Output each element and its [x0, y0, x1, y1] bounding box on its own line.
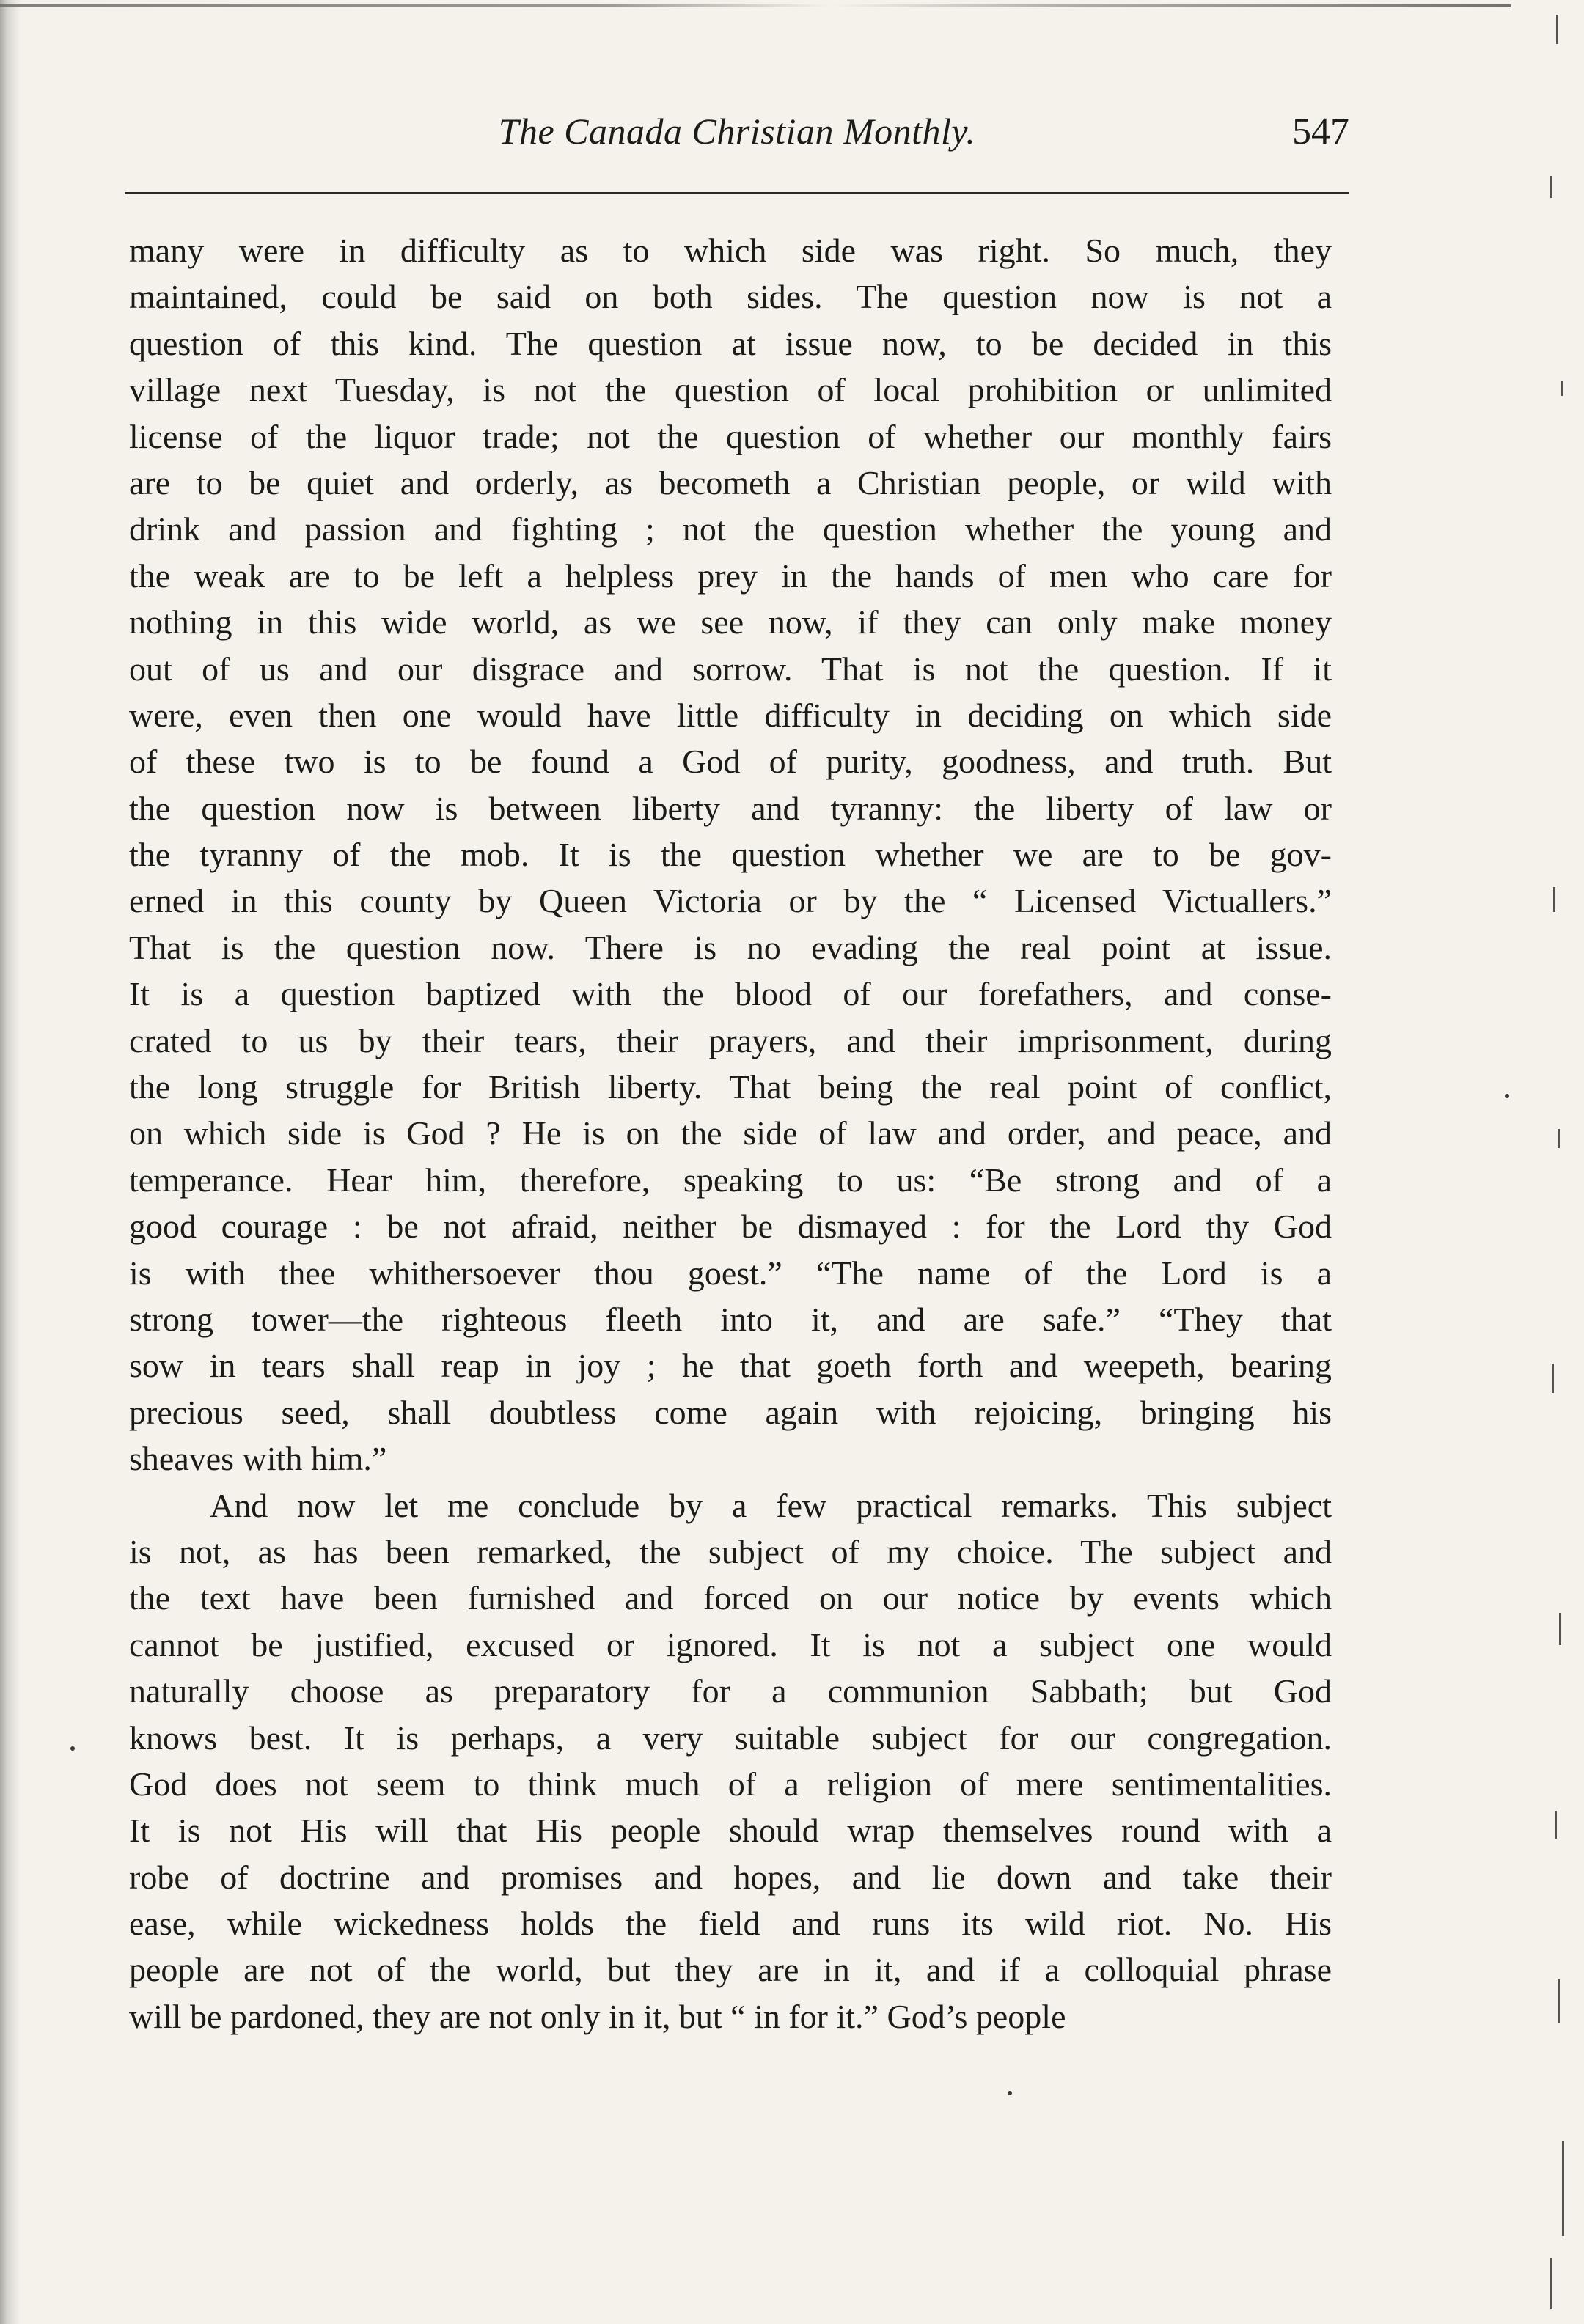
body-text [129, 227, 1332, 2040]
text-line: are to be quiet and orderly, as becometh a Christian people, or wild with [129, 463, 1332, 501]
text-line: temperance. Hear him, therefore, speaking to us: “Be strong and of a [129, 1161, 1332, 1199]
text-line: ease, while wickedness holds the field and runs its wild riot. No. His [129, 1905, 1332, 1943]
text-line: the long struggle for British liberty. That being the real point of conflict, [129, 1068, 1332, 1106]
text-line: of these two is to be found a God of purity, goodness, and truth. But [129, 743, 1332, 781]
text-line: drink and passion and fighting ; not the question whether the young and [129, 510, 1332, 548]
running-head: The Canada Christian Monthly. [498, 111, 976, 152]
text-line: And now let me conclude by a few practical remarks. This subject [210, 1486, 1332, 1524]
text-line: good courage : be not afraid, neither be dismayed : for the Lord thy God [129, 1207, 1332, 1246]
page-top-edge [0, 4, 1511, 7]
text-line: were, even then one would have little difficulty in deciding on which side [129, 696, 1332, 734]
text-line: nothing in this wide world, as we see now, if they can only make money [129, 603, 1332, 641]
text-line: It is not His will that His people should wrap themselves round with a [129, 1812, 1332, 1850]
speck [1008, 2091, 1012, 2095]
text-line: cannot be justified, excused or ignored. It is not a subject one would [129, 1625, 1332, 1663]
text-line: is not, as has been remarked, the subject of my choice. The subject and [129, 1532, 1332, 1570]
text-line: sheaves with him.” [129, 1440, 387, 1478]
text-line: the weak are to be left a helpless prey in the hands of men who care for [129, 556, 1332, 595]
text-line: many were in difficulty as to which side was right. So much, they [129, 232, 1332, 269]
text-line: It is a question baptized with the blood of our forefathers, and conse- [129, 975, 1332, 1013]
paragraph [129, 1482, 1332, 2040]
text-line: God does not seem to think much of a religion of mere sentimentalities. [129, 1765, 1332, 1803]
speck [1505, 1094, 1509, 1098]
text-line: crated to us by their tears, their prayers, and their imprisonment, during [129, 1021, 1332, 1059]
text-line: out of us and our disgrace and sorrow. That is not the question. If it [129, 650, 1332, 688]
page-right-edge-marks [1540, 0, 1584, 2324]
text-line: That is the question now. There is no evading the real point at issue. [129, 928, 1332, 966]
text-line: sow in tears shall reap in joy ; he that goeth forth and weepeth, bearing [129, 1347, 1332, 1385]
text-line: the question now is between liberty and tyranny: the liberty of law or [129, 789, 1332, 827]
page-header [125, 110, 1349, 169]
text-line: erned in this county by Queen Victoria or by the “ Licensed Victuallers.” [129, 882, 1332, 920]
page-binding-shadow [0, 0, 21, 2324]
text-line: the text have been furnished and forced on our notice by events which [129, 1579, 1332, 1617]
header-rule [125, 192, 1349, 194]
text-line: on which side is God ? He is on the side of law and order, and peace, and [129, 1114, 1332, 1152]
text-line: strong tower—the righteous fleeth into it, and are safe.” “They that [129, 1300, 1332, 1338]
text-line: is with thee whithersoever thou goest.” “The name of the Lord is a [129, 1254, 1332, 1292]
text-line: people are not of the world, but they are in it, and if a colloquial phrase [129, 1951, 1332, 1989]
speck [70, 1746, 75, 1751]
text-line: the tyranny of the mob. It is the question whether we are to be gov- [129, 836, 1332, 874]
text-line: knows best. It is perhaps, a very suitable subject for our congregation. [129, 1718, 1332, 1757]
page-number: 547 [1292, 111, 1349, 152]
paragraph [129, 227, 1332, 1482]
text-line: question of this kind. The question at issue now, to be decided in this [129, 324, 1332, 362]
text-line: will be pardoned, they are not only in it, but “ in for it.” God’s people [129, 1997, 1066, 2035]
text-line: precious seed, shall doubtless come again with rejoicing, bringing his [129, 1393, 1332, 1431]
text-line: naturally choose as preparatory for a communion Sabbath; but God [129, 1672, 1332, 1710]
text-line: maintained, could be said on both sides. The question now is not a [129, 278, 1332, 316]
text-line: village next Tuesday, is not the question of local prohibition or unlimited [129, 371, 1332, 409]
text-line: license of the liquor trade; not the question of whether our monthly fairs [129, 417, 1332, 455]
text-line: robe of doctrine and promises and hopes, and lie down and take their [129, 1858, 1332, 1896]
